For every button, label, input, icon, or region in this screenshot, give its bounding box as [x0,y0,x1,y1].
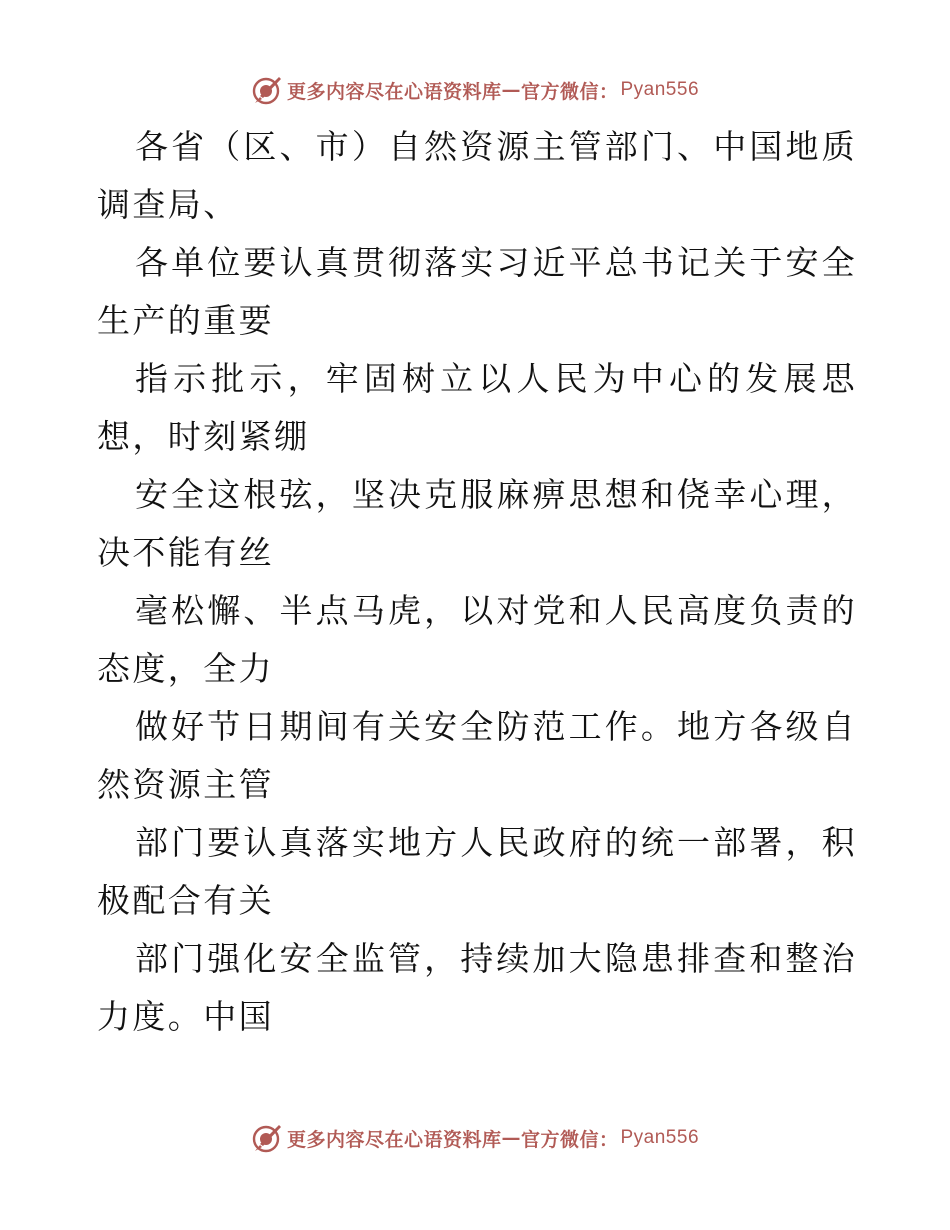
header-banner [0,70,950,110]
paragraph-1: 各省（区、市）自然资源主管部门、中国地质调查局、 [97,127,857,224]
banner-contact-value: Pyan556 [620,79,700,100]
banner-dash: — [501,1127,521,1149]
quill-logo-icon [251,1122,283,1154]
paragraph-4: 安全这根弦，坚决克服麻痹思想和侥幸心理，决不能有丝 [97,475,857,572]
document-body [97,118,857,1046]
banner-contact-label: 官方微信： [520,80,619,103]
banner-contact-label: 官方微信： [520,1128,619,1151]
banner-title: 更多内容尽在心语资料库 [286,1128,502,1151]
paragraph-5: 毫松懈、半点马虎，以对党和人民高度负责的态度，全力 [97,591,857,688]
paragraph-7: 部门要认真落实地方人民政府的统一部署，积极配合有关 [97,823,857,920]
paragraph-2: 各单位要认真贯彻落实习近平总书记关于安全生产的重要 [97,243,857,340]
banner-dash: — [501,79,521,101]
footer-banner [0,1118,950,1158]
paragraph-8: 部门强化安全监管，持续加大隐患排查和整治力度。中国 [97,939,857,1036]
paragraph-6: 做好节日期间有关安全防范工作。地方各级自然资源主管 [97,707,857,804]
banner-title: 更多内容尽在心语资料库 [286,80,502,103]
banner-contact-value: Pyan556 [620,1127,700,1148]
paragraph-3: 指示批示，牢固树立以人民为中心的发展思想，时刻紧绷 [97,359,857,456]
quill-logo-icon [251,74,283,106]
